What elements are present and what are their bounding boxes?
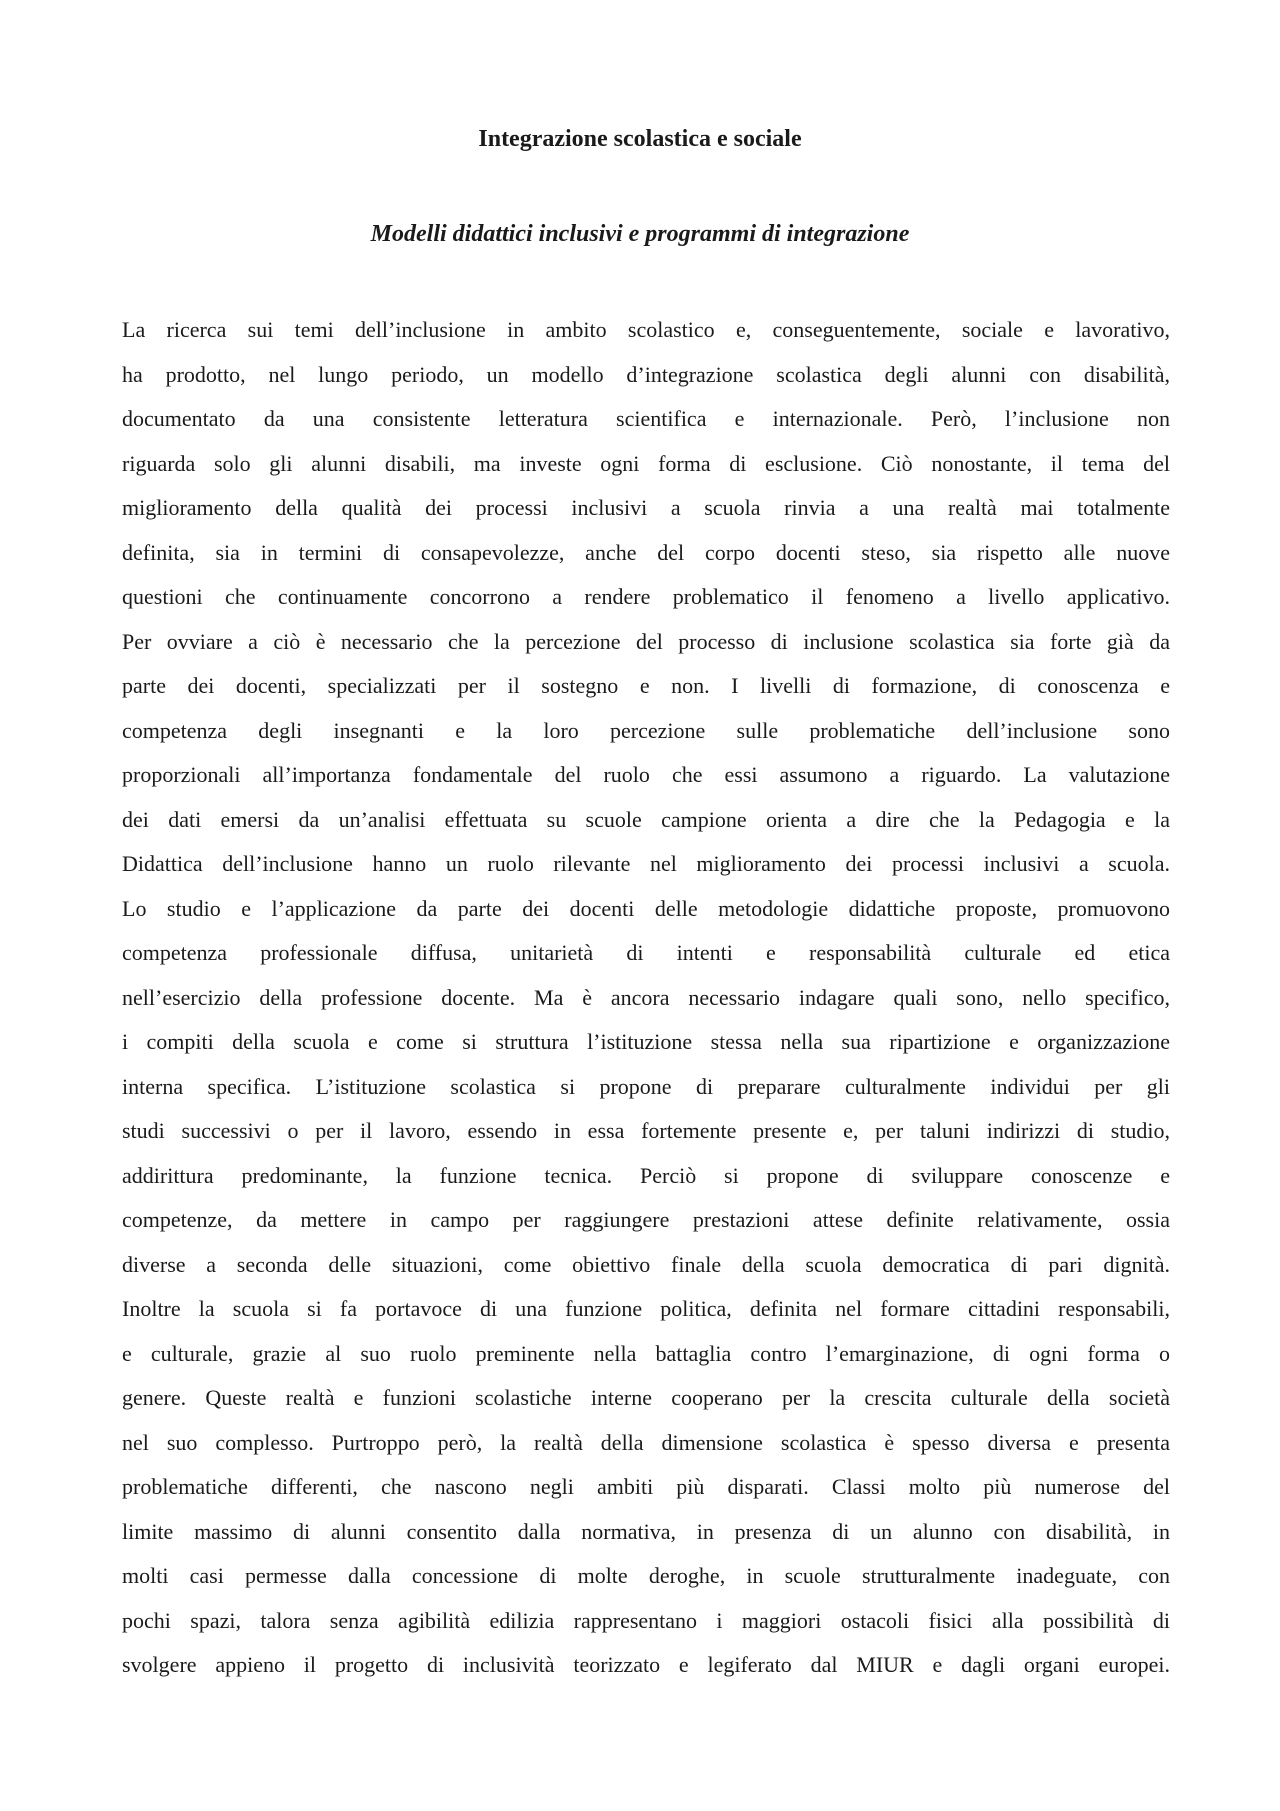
body-line: questioni che continuamente concorrono a rendere problematico il fenomeno a livello applicativo. (122, 584, 1170, 609)
body-line: Inoltre la scuola si fa portavoce di una funzione politica, definita nel formare cittadini responsabili, (122, 1296, 1170, 1321)
body-line: molti casi permesse dalla concessione di molte deroghe, in scuole strutturalmente inadeguate, con (122, 1563, 1170, 1588)
body-line: i compiti della scuola e come si struttura l’istituzione stessa nella sua ripartizione e organizzazione (122, 1029, 1170, 1054)
body-line: documentato da una consistente letteratura scientifica e internazionale. Però, l’inclusione non (122, 406, 1170, 431)
body-line: dei dati emersi da un’analisi effettuata su scuole campione orienta a dire che la Pedagogia e la (122, 806, 1170, 832)
body-line: addirittura predominante, la funzione tecnica. Perciò si propone di sviluppare conoscenze e (122, 1162, 1170, 1188)
document-title: Integrazione scolastica e sociale (478, 126, 802, 152)
body-line: parte dei docenti, specializzati per il sostegno e non. I livelli di formazione, di conoscenza e (122, 673, 1170, 698)
body-line: Per ovviare a ciò è necessario che la percezione del processo di inclusione scolastica sia forte già da (122, 628, 1170, 654)
body-line: competenza professionale diffusa, unitarietà di intenti e responsabilità culturale ed etica (122, 940, 1170, 965)
body-line: Didattica dell’inclusione hanno un ruolo rilevante nel miglioramento dei processi inclusivi a scuola. (122, 851, 1170, 876)
body-paragraph (122, 308, 1170, 1688)
body-line: pochi spazi, talora senza agibilità edilizia rappresentano i maggiori ostacoli fisici alla possibilità di (122, 1607, 1170, 1633)
body-line: competenze, da mettere in campo per raggiungere prestazioni attese definite relativamente, ossia (122, 1207, 1170, 1232)
body-line: Lo studio e l’applicazione da parte dei docenti delle metodologie didattiche proposte, promuovono (122, 895, 1170, 921)
body-line: genere. Queste realtà e funzioni scolastiche interne cooperano per la crescita culturale della società (122, 1385, 1170, 1410)
body-line: ha prodotto, nel lungo periodo, un modello d’integrazione scolastica degli alunni con disabilità, (122, 361, 1170, 387)
body-line: interna specifica. L’istituzione scolastica si propone di preparare culturalmente individui per gli (122, 1073, 1170, 1099)
body-line: proporzionali all’importanza fondamentale del ruolo che essi assumono a riguardo. La valutazione (122, 762, 1170, 787)
body-line: problematiche differenti, che nascono negli ambiti più disparati. Classi molto più numerose del (122, 1474, 1170, 1499)
body-line: diverse a seconda delle situazioni, come obiettivo finale della scuola democratica di pari dignità. (122, 1251, 1170, 1277)
body-line: studi successivi o per il lavoro, essendo in essa fortemente presente e, per taluni indirizzi di studio, (122, 1118, 1170, 1143)
body-line: La ricerca sui temi dell’inclusione in ambito scolastico e, conseguentemente, sociale e lavorativo, (122, 317, 1170, 342)
body-line: miglioramento della qualità dei processi inclusivi a scuola rinvia a una realtà mai totalmente (122, 495, 1170, 520)
body-line: e culturale, grazie al suo ruolo preminente nella battaglia contro l’emarginazione, di ogni forma o (122, 1340, 1170, 1366)
body-line: competenza degli insegnanti e la loro percezione sulle problematiche dell’inclusione sono (122, 717, 1170, 743)
body-line: limite massimo di alunni consentito dalla normativa, in presenza di un alunno con disabilità, in (122, 1518, 1170, 1544)
body-line: svolgere appieno il progetto di inclusività teorizzato e legiferato dal MIUR e dagli organi europei. (122, 1652, 1170, 1677)
body-line: definita, sia in termini di consapevolezze, anche del corpo docenti steso, sia rispetto alle nuove (122, 539, 1170, 565)
document-subtitle: Modelli didattici inclusivi e programmi di integrazione (370, 221, 910, 247)
body-line: nel suo complesso. Purtroppo però, la realtà della dimensione scolastica è spesso diversa e presenta (122, 1429, 1170, 1455)
body-line: nell’esercizio della professione docente. Ma è ancora necessario indagare quali sono, nello specifico, (122, 984, 1170, 1010)
body-line: riguarda solo gli alunni disabili, ma investe ogni forma di esclusione. Ciò nonostante, il tema del (122, 450, 1170, 476)
